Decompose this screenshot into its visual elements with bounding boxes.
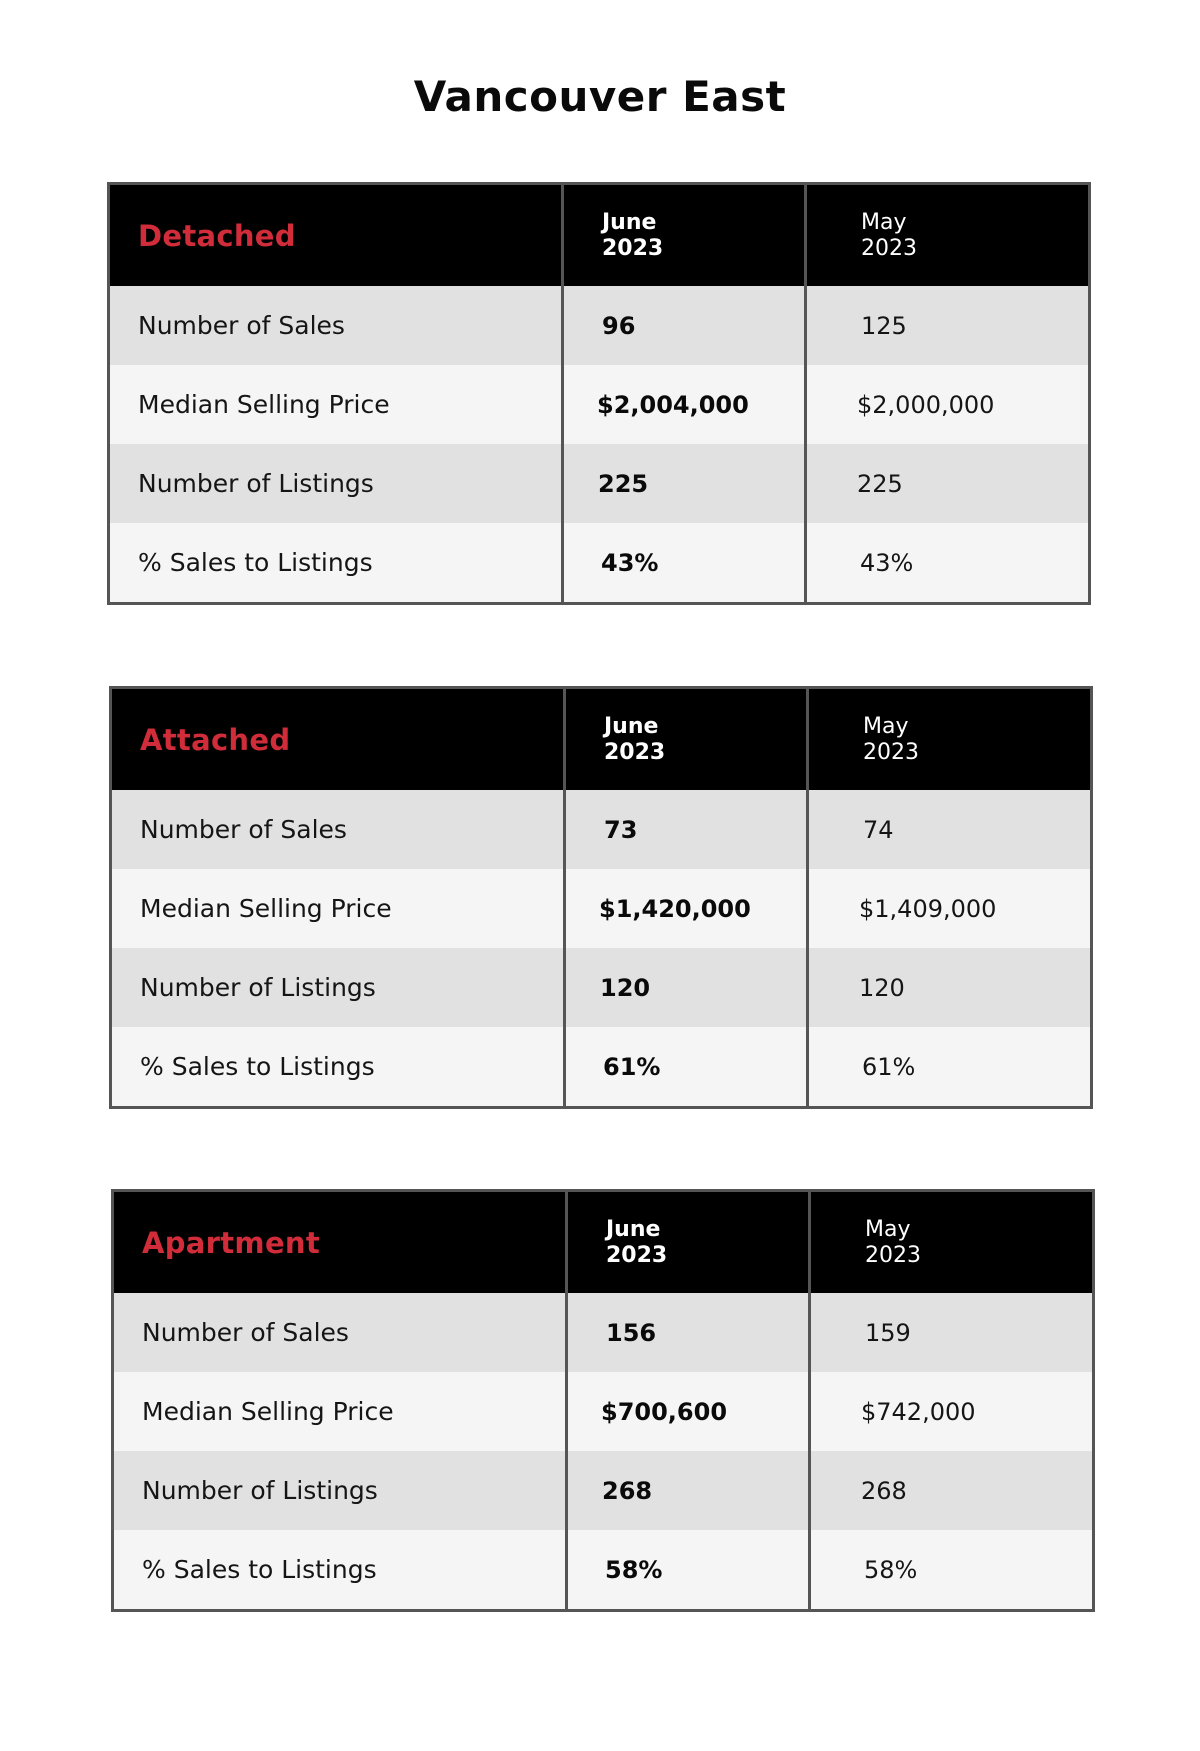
metric-label: Number of Sales (138, 311, 345, 340)
metric-label: % Sales to Listings (142, 1555, 377, 1584)
table-row (112, 948, 1090, 1027)
metric-label: Number of Listings (138, 469, 374, 498)
current-value: 225 (598, 469, 649, 498)
prior-value: $2,000,000 (857, 390, 995, 419)
prior-value: $1,409,000 (859, 894, 997, 923)
category-title: Attached (140, 722, 291, 757)
metric-label: Median Selling Price (138, 390, 390, 419)
prior-period-header: May 2023 (861, 209, 917, 261)
table-header-row (112, 689, 1090, 790)
current-value: $2,004,000 (597, 390, 749, 419)
detached-table (107, 182, 1091, 605)
table-row (114, 1530, 1092, 1609)
metric-label: Median Selling Price (140, 894, 392, 923)
category-title: Apartment (142, 1225, 321, 1260)
table-row (112, 869, 1090, 948)
metric-label: % Sales to Listings (140, 1052, 375, 1081)
table-row (110, 286, 1088, 365)
page-title: Vancouver East (413, 72, 787, 121)
current-value: $700,600 (601, 1397, 728, 1426)
metric-label: Number of Sales (140, 815, 347, 844)
prior-value: 225 (857, 469, 903, 498)
table-row (112, 1027, 1090, 1106)
current-value: 268 (602, 1476, 653, 1505)
current-value: 43% (601, 548, 659, 577)
attached-table (109, 686, 1093, 1109)
current-value: 73 (604, 815, 638, 844)
current-value: $1,420,000 (599, 894, 751, 923)
prior-value: 268 (861, 1476, 907, 1505)
apartment-table (111, 1189, 1095, 1612)
current-value: 58% (605, 1555, 663, 1584)
prior-value: 120 (859, 973, 905, 1002)
table-header-row (114, 1192, 1092, 1293)
prior-value: 125 (861, 311, 907, 340)
prior-value: 58% (864, 1555, 918, 1584)
prior-value: 61% (862, 1052, 916, 1081)
current-period-header: June 2023 (604, 713, 666, 765)
metric-label: % Sales to Listings (138, 548, 373, 577)
prior-period-header: May 2023 (863, 713, 919, 765)
table-row (114, 1372, 1092, 1451)
current-value: 61% (603, 1052, 661, 1081)
table-row (112, 790, 1090, 869)
table-row (114, 1293, 1092, 1372)
prior-value: 43% (860, 548, 914, 577)
metric-label: Number of Listings (140, 973, 376, 1002)
table-row (114, 1451, 1092, 1530)
prior-period-header: May 2023 (865, 1216, 921, 1268)
current-period-header: June 2023 (606, 1216, 668, 1268)
current-value: 96 (602, 311, 636, 340)
table-row (110, 444, 1088, 523)
metric-label: Number of Listings (142, 1476, 378, 1505)
table-row (110, 523, 1088, 602)
prior-value: $742,000 (861, 1397, 976, 1426)
table-header-row (110, 185, 1088, 286)
current-period-header: June 2023 (602, 209, 664, 261)
current-value: 120 (600, 973, 651, 1002)
metric-label: Number of Sales (142, 1318, 349, 1347)
metric-label: Median Selling Price (142, 1397, 394, 1426)
prior-value: 74 (863, 815, 894, 844)
category-title: Detached (138, 218, 296, 253)
current-value: 156 (606, 1318, 657, 1347)
table-row (110, 365, 1088, 444)
prior-value: 159 (865, 1318, 911, 1347)
